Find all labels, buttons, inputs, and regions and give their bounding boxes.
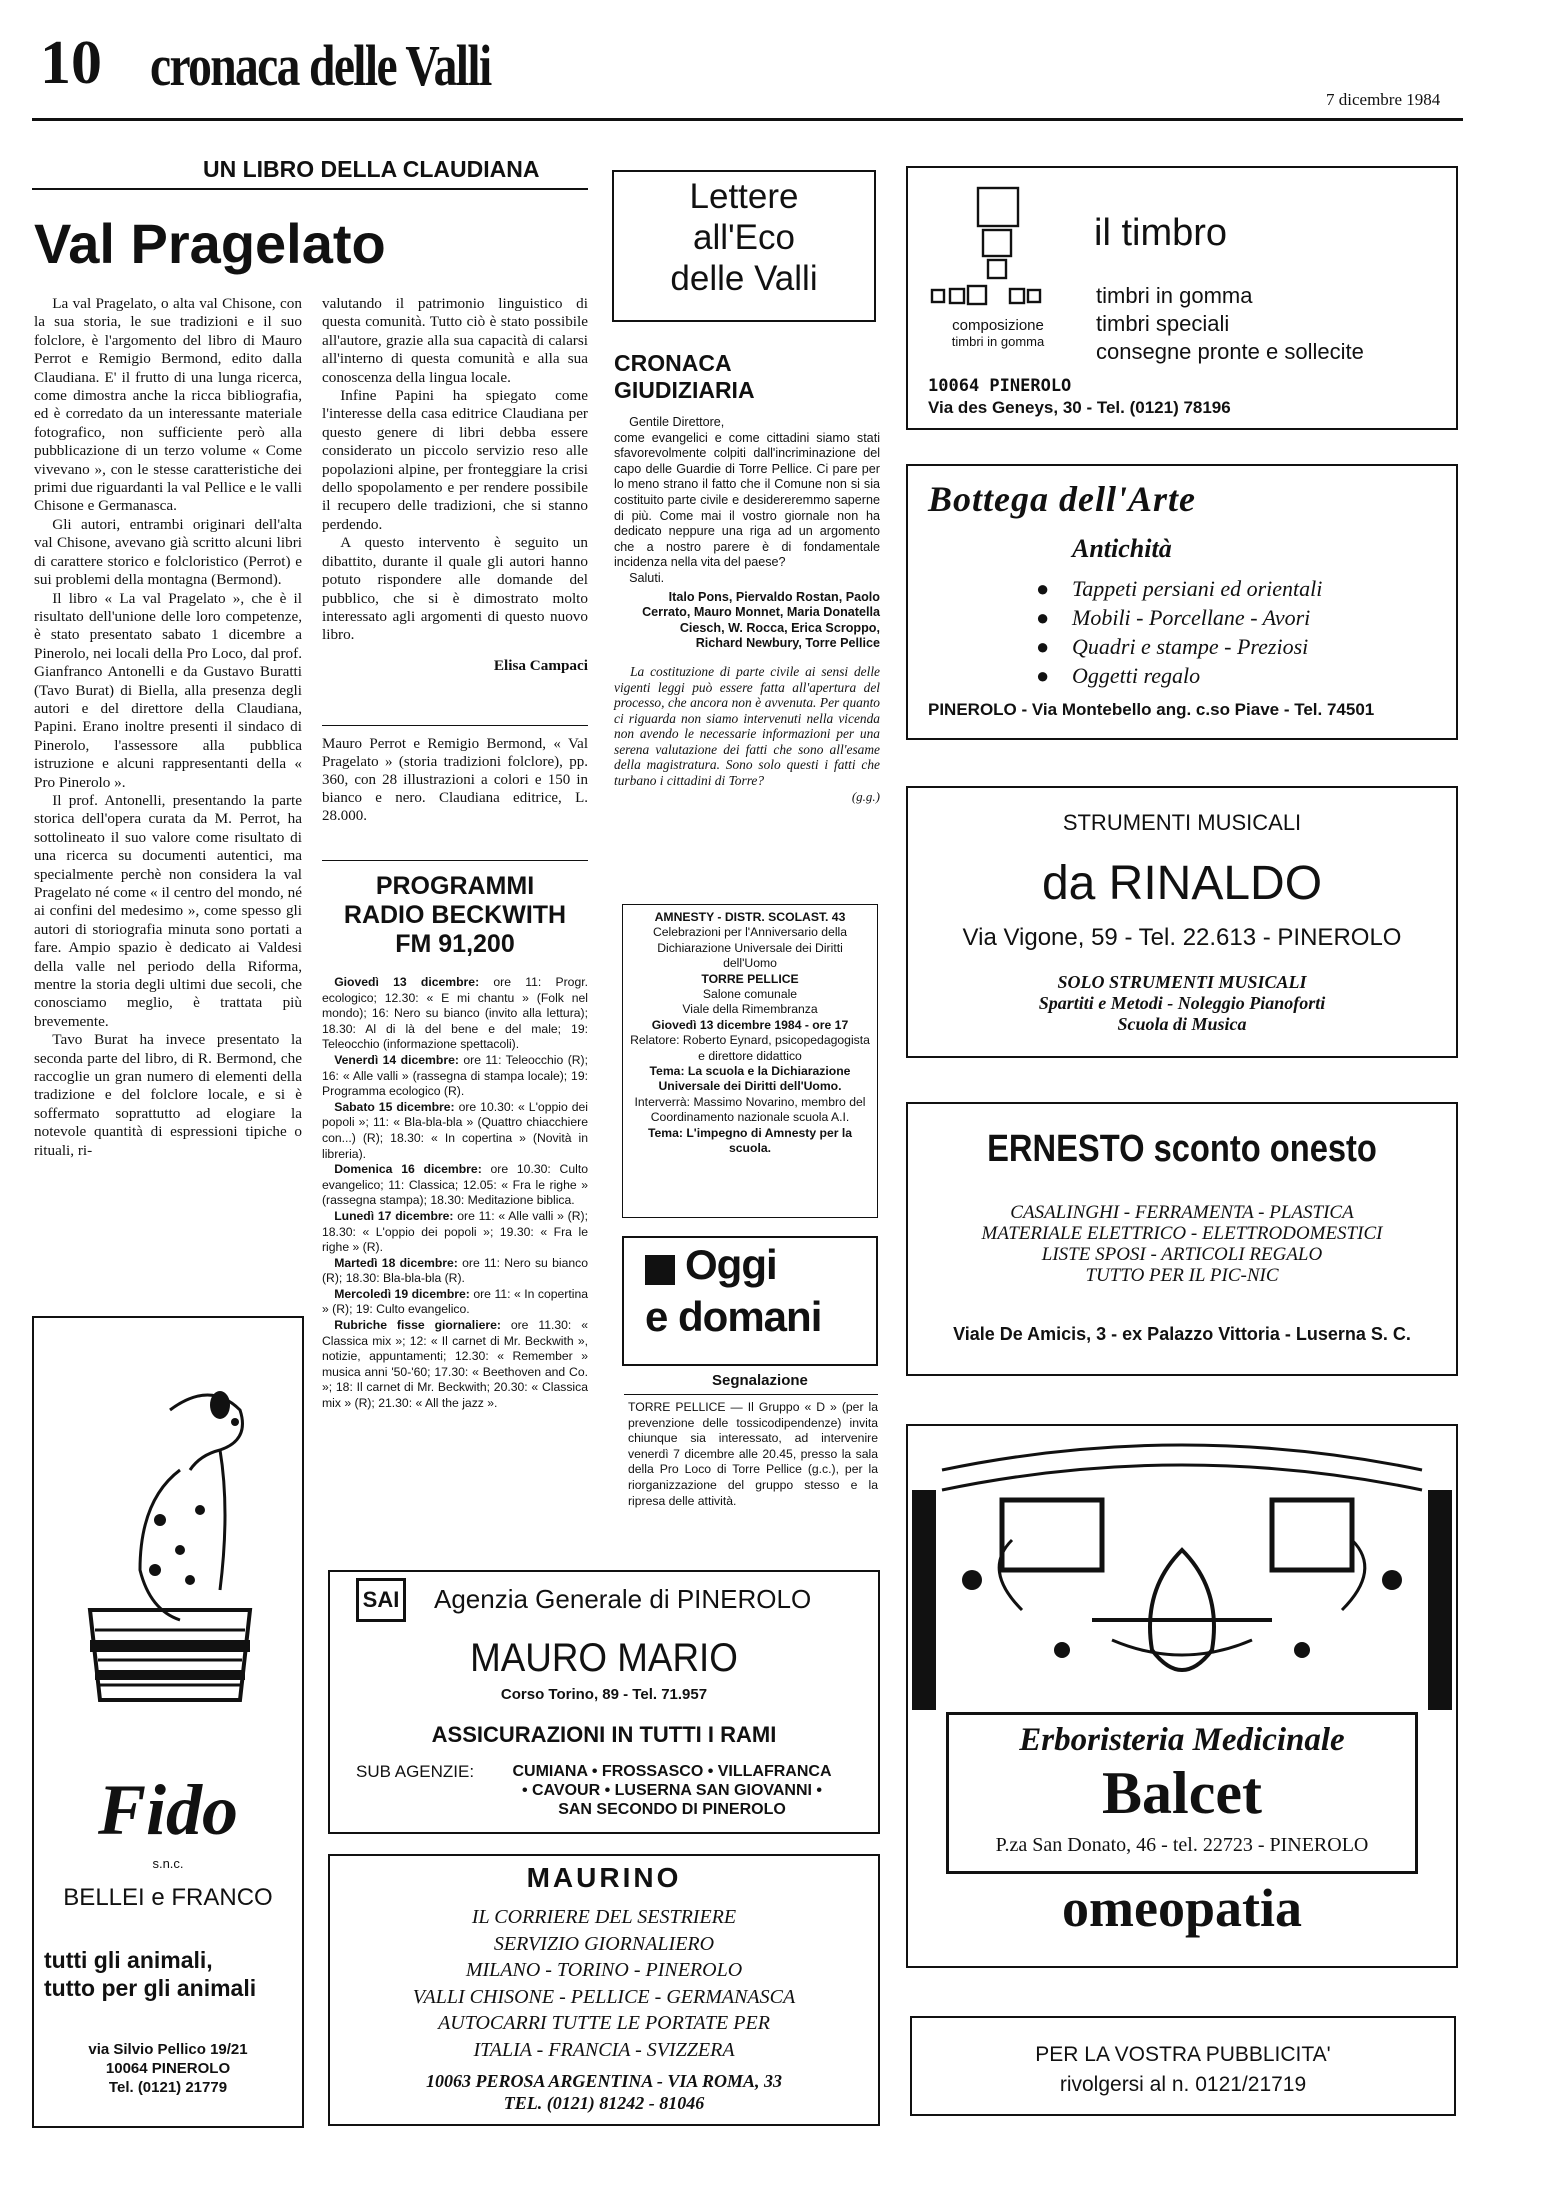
fido-owners: BELLEI e FRANCO [63, 1884, 273, 1911]
list-item: ● Mobili - Porcellane - Avori [1036, 605, 1311, 630]
article-paragraph: valutando il patrimonio linguistico di questa comunità. Tutto ciò è stato possibile all'autore, grazie alla sua capacità di calarsi all'interno di questa comunità e alla sua conoscenza della lingua locale. [322, 295, 588, 386]
article-paragraph: A questo intervento è seguito un dibattito, durante il quale gli autori hanno potuto rispondere alle domande del pubblico, che si è dimostrato molto interessato agli argomenti di questo nuovo libro. [322, 534, 588, 644]
sai-sub-label: SUB AGENZIE: [356, 1762, 475, 1781]
radio-entry: Domenica 16 dicembre: ore 10.30: Culto evangelico; 11: Classica; 12.05: « Fra le righe » (rassegna stampa); 18.30: Meditazione biblica. [322, 1162, 588, 1208]
signature-rule [322, 725, 588, 726]
dog-illustration [70, 1370, 270, 1710]
ernesto-products: CASALINGHI - FERRAMENTA - PLASTICA MATERIALE ELETTRICO - ELETTRODOMESTICI LISTE SPOSI - ARTICOLI REGALO TUTTO PER IL PIC-NIC [981, 1202, 1383, 1286]
list-item: ● Tappeti persiani ed orientali [1036, 576, 1323, 601]
radio-entry: Sabato 15 dicembre: ore 10.30: « L'oppio dei popoli »; 11: « Bla-bla-bla » (Quattro chiacchiere con...) (R); 18.30: « In copertina » (Novità in libreria). [322, 1099, 588, 1161]
radio-top-rule [322, 860, 588, 861]
timbro-address: Via des Geneys, 30 - Tel. (0121) 78196 [928, 398, 1231, 417]
sai-name: MAURO MARIO [470, 1636, 738, 1680]
radio-entry: Giovedì 13 dicembre: ore 11: Progr. ecologico; 12.30: « E mi chantu » (Folk nel mondo); 16: Nero su bianco (invito alla lettura); 18.30: Al di là del bene e del male; 19: Teleocchio (informazione spettacoli). [322, 975, 588, 1052]
oggi-label: Segnalazione [712, 1372, 808, 1389]
article-paragraph: Gli autori, entrambi originari dell'alta val Chisone, avevano già scritto alcuni libri di carattere storico e folcloristico (Perrot) e sui problemi della montagna (Bermond). [34, 515, 302, 589]
page-number: 10 [40, 29, 102, 97]
balcet-name: Balcet [1102, 1760, 1262, 1826]
balcet-line1: Erboristeria Medicinale [1019, 1722, 1345, 1758]
radio-entry: Lunedì 17 dicembre: ore 11: « Alle valli » (R); 18.30: « L'oppio dei popoli »; 19.30: « Fra le righe » (R). [322, 1208, 588, 1255]
article-title: Val Pragelato [34, 212, 386, 275]
timbro-logo-caption: composizione timbri in gomma [951, 317, 1045, 349]
sai-agency: Agenzia Generale di PINEROLO [434, 1584, 812, 1614]
radio-title: PROGRAMMI RADIO BECKWITH FM 91,200 [343, 872, 567, 958]
letters-title: Lettere all'Eco delle Valli [670, 177, 818, 298]
balcet-footer: omeopatia [1062, 1878, 1302, 1938]
square-bullet-icon [645, 1255, 675, 1285]
sai-insurance: ASSICURAZIONI IN TUTTI I RAMI [431, 1722, 777, 1747]
article-kicker: UN LIBRO DELLA CLAUDIANA [203, 156, 540, 182]
fido-slogan: tutti gli animali, tutto per gli animali [44, 1947, 257, 2001]
bottega-name: Bottega dell'Arte [928, 479, 1196, 519]
radio-entry: Martedì 18 dicembre: ore 11: Nero su bianco (R); 18.30: Bla-bla-bla (R). [322, 1255, 589, 1286]
timbro-city: 10064 PINEROLO [928, 376, 1072, 396]
article-paragraph: Il prof. Antonelli, presentando la parte storica dell'opera curata da M. Perrot, ha sottolineato il suo valore come risultato di una ricerca su documenti autentici, ma specialmente perchè non considera la val Pragelato né come « il centro del mondo, né ai confini del medesimo », come spesso gli autori di storiografia minuta sono portati a fare. Ampio spazio è dedicato ai Valdesi della valle nel periodo della Riforma, mentre la storia degli ultimi due secoli, che conosciamo meglio, è trattata più brevemente. [34, 791, 302, 1030]
letter-body: Gentile Direttore, come evangelici e come cittadini siamo stati sfavorevolmente colpiti dall'incriminazione del capo delle Guardie di Torre Pellice. Ci pare per lo meno strano il fatto che il Comune non si sia costituito parte civile e desidereremmo saperne di più. Come mai il vostro giornale non ha dedicato neppure una riga ad un argomento che a nostro parere è di fondamentale incidenza nella vita del paese? Saluti. Italo Pons, Piervaldo Rostan, Paolo Cerrato, Mauro Monnet, Maria Donatella Ciesch, W. Rocca, Erica Scroppo, Richard Newbury, Torre Pellice La costituzione di parte civile ai sensi delle vigenti leggi può essere fatta all'apertura del processo, che ancora non è avvenuta. Per quanto ci riguarda non siamo intervenuti nella vicenda non avendo le necessarie informazioni per una serena valutazione dei fatti che sono all'esame della magistratura. Sono solo questi i fatti che turbano i cittadini di Torre? (g.g.) [614, 415, 880, 804]
ernesto-address: Viale De Amicis, 3 - ex Palazzo Vittoria - Luserna S. C. [953, 1324, 1411, 1344]
rinaldo-address: Via Vigone, 59 - Tel. 22.613 - PINEROLO [962, 924, 1402, 951]
sai-sub-agencies: CUMIANA • FROSSASCO • VILLAFRANCA • CAVOUR • LUSERNA SAN GIOVANNI • SAN SECONDO DI PINEROLO [512, 1763, 832, 1818]
fido-name: Fido [97, 1770, 239, 1850]
section-title: cronaca delle Valli [150, 33, 491, 98]
book-note: Mauro Perrot e Remigio Bermond, « Val Pragelato » (storia tradizioni folclore), pp. 360, con 28 illustrazioni a colori e 150 in bianco e nero. Claudiana editrice, L. 28.000. [322, 736, 588, 824]
radio-entry: Venerdì 14 dicembre: ore 11: Teleocchio (R); 16: « Alle valli » (rassegna di stampa locale); 19: Programma ecologico (R). [322, 1052, 589, 1099]
timbro-services: timbri in gomma timbri speciali consegne pronte e sollecite [1096, 283, 1364, 364]
bottega-subtitle: Antichità [1072, 534, 1172, 563]
oggi-title: Oggi [685, 1241, 777, 1288]
list-item: ● Quadri e stampe - Preziosi [1036, 634, 1309, 659]
maurino-name: MAURINO [526, 1862, 682, 1893]
bottega-address: PINEROLO - Via Montebello ang. c.so Piave - Tel. 74501 [928, 700, 1375, 719]
radio-entry: Mercoledì 19 dicembre: ore 11: « In copertina » (R); 19: Culto evangelico. [322, 1286, 589, 1317]
herbalist-illustration [912, 1430, 1452, 1720]
rinaldo-line1: STRUMENTI MUSICALI [1062, 810, 1302, 835]
fido-address: via Silvio Pellico 19/21 10064 PINEROLO Tel. (0121) 21779 [88, 2041, 248, 2096]
article-paragraph: Infine Papini ha spiegato come l'interesse della casa editrice Claudiana per questo genere di libri debba essere considerato un piccolo servizio reso alle popolazioni alpine, per fronteggiare la crisi dello spopolamento e per rendere possibile il recupero delle tradizioni, che si stanno perdendo. [322, 387, 588, 533]
balcet-address: P.za San Donato, 46 - tel. 22723 - PINEROLO [995, 1834, 1369, 1856]
timbro-name: il timbro [1094, 212, 1228, 254]
article-signature: Elisa Campaci [493, 656, 588, 674]
article-paragraph: Tavo Burat ha invece presentato la seconda parte del libro, di R. Bermond, che raccoglie un gran numero di elementi della tradizione e del folclore locale, e si è soffermato soprattutto ad elogiare la notevole quantità di espressioni tipiche o rituali, ri- [34, 1031, 302, 1159]
timbro-logo-icon [928, 186, 1068, 316]
fido-snc: s.n.c. [152, 1856, 184, 1871]
header-rule [32, 118, 1463, 121]
rinaldo-name: da RINALDO [1041, 857, 1323, 910]
sai-logo: SAI [356, 1578, 406, 1622]
article-column-1 [34, 295, 302, 1160]
letters-heading: CRONACA GIUDIZIARIA [614, 350, 755, 403]
article-column-2 [322, 295, 588, 675]
maurino-address: 10063 PEROSA ARGENTINA - VIA ROMA, 33 TEL. (0121) 81242 - 81046 [426, 2071, 782, 2113]
page-date: 7 dicembre 1984 [1326, 90, 1441, 109]
article-paragraph: La val Pragelato, o alta val Chisone, con la sua storia, le sue tradizioni e il suo folclore, è l'argomento del libro di Mauro Perrot e Remigio Bermond, edito dalla Claudiana. E' il frutto di una lunga ricerca, come dimostra anche la ricca bibliografia, ed è corredato da un interessante materiale fotografico, non sufficiente però alla pubblicazione di un terzo volume « Come vivevano », con le stesse caratteristiche dei primi due riguardanti la val Pellice e le valli Chisone e Germanasca. [34, 295, 302, 515]
pubblicita-text: PER LA VOSTRA PUBBLICITA' rivolgersi al n. 0121/21719 [1035, 2043, 1331, 2096]
rinaldo-services: SOLO STRUMENTI MUSICALI Spartiti e Metodi - Noleggio Pianoforti Scuola di Musica [1038, 972, 1326, 1034]
oggi-subtitle: e domani [645, 1293, 822, 1340]
article-paragraph: Il libro « La val Pragelato », che è il risultato dell'unione delle loro competenze, è stato presentato sabato 1 dicembre a Pinerolo, nei locali della Pro Loco, dal prof. Gianfranco Antonelli e da Gustavo Buratti (Tavo Burat) di Biella, alla presenza degli autori e del direttore della Claudiana, Papini. Erano inoltre presenti il sindaco di Pinerolo, l'assessore alla pubblica istruzione e alcuni rappresentanti della « Pro Pinerolo ». [34, 589, 302, 791]
maurino-services: IL CORRIERE DEL SESTRIERE SERVIZIO GIORNALIERO MILANO - TORINO - PINEROLO VALLI CHISONE - PELLICE - GERMANASCA AUTOCARRI TUTTE LE PORTATE PER ITALIA - FRANCIA - SVIZZERA [412, 1906, 796, 2061]
oggi-rule [624, 1394, 878, 1395]
bottega-items [1036, 574, 1323, 690]
oggi-text: TORRE PELLICE — Il Gruppo « D » (per la prevenzione delle tossicodipendenze) invita chiunque sia interessato, ad intervenire venerdì 7 dicembre alle 20.45, presso la sala della Pro Loco di Torre Pellice (g.c.), per la riorganizzazione del gruppo stesso e la ripresa delle attività. [628, 1400, 878, 1508]
kicker-rule [32, 188, 588, 190]
sai-address: Corso Torino, 89 - Tel. 71.957 [500, 1686, 708, 1703]
list-item: ● Oggetti regalo [1036, 663, 1201, 688]
amnesty-notice: AMNESTY - DISTR. SCOLAST. 43 Celebrazioni per l'Anniversario della Dichiarazione Universale dei Diritti dell'Uomo TORRE PELLICE Salone comunale Viale della Rimembranza Giovedì 13 dicembre 1984 - ore 17 Relatore: Roberto Eynard, psicopedagogista e direttore didattico Tema: La scuola e la Dichiarazione Universale dei Diritti dell'Uomo. Interverrà: Massimo Novarino, membro del Coordinamento nazionale scuola A.I. Tema: L'impegno di Amnesty per la scuola. [630, 910, 870, 1156]
radio-schedule [322, 975, 588, 1412]
radio-entry: Rubriche fisse giornaliere: ore 11.30: « Classica mix »; 12: « Il carnet di Mr. Beckwith », notizie, appuntamenti; 12.30: « Remember » musica anni '50-'60; 17.30: « Beethoven and Co. »; 18: Il carnet di Mr. Beckwith; 20.30: « Classica mix » (R); 21.30: « All the jazz ». [322, 1318, 588, 1411]
ernesto-name: ERNESTO sconto onesto [987, 1128, 1377, 1170]
